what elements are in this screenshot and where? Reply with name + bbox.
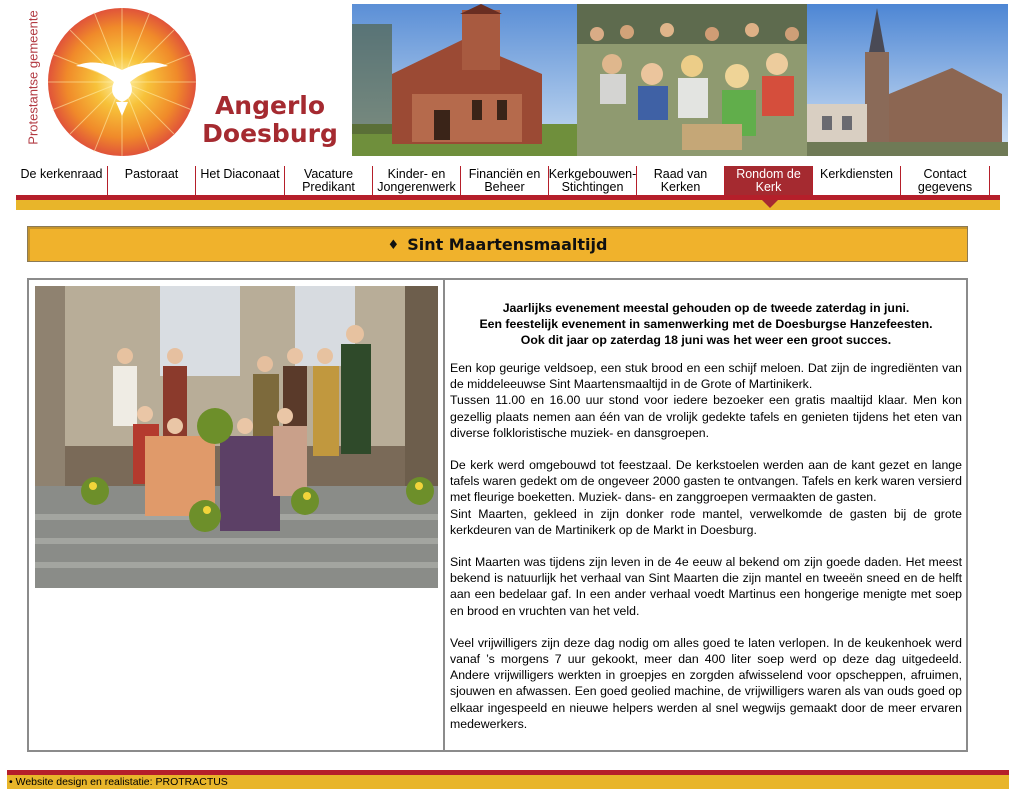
intro-line: Ook dit jaar op zaterdag 18 juni was het weer een groot succes. (520, 333, 892, 347)
content-panel (27, 278, 968, 752)
logo-tagline: Protestantse gemeente (25, 10, 41, 145)
nav-label: Beheer (484, 179, 525, 194)
main-nav (16, 166, 1000, 212)
nav-label: Rondom de (736, 167, 801, 181)
nav-label: Kerk (755, 179, 782, 194)
nav-label: Kerken (660, 179, 701, 194)
nav-label: Predikant (302, 179, 355, 194)
nav-label: Kerkdiensten (820, 167, 893, 181)
nav-label: Kerkgebouwen- (548, 167, 637, 181)
nav-label: Stichtingen (561, 179, 624, 194)
logo-name[interactable] (200, 92, 340, 148)
nav-label: Jongerenwerk (377, 179, 456, 194)
article-intro (450, 300, 962, 348)
intro-line: Jaarlijks evenement meestal gehouden op de tweede zaterdag in juni. (502, 301, 910, 315)
nav-label: Het Diaconaat (200, 167, 280, 181)
article-paragraph: Veel vrijwilligers zijn deze dag nodig om alles goed te laten verlopen. In de keukenhoek werd vanaf ’s morgens 7 uur gekookt, meer dan 400 liter soep werd op deze dag uitgedeeld. Andere vrijwilligers werkten in groepjes en zorgden afwisselend voor opscheppen, afruimen, sjouwen en afwassen. Een goed geolied machine, de vrijwilligers waren als van ouds goed op elkaar ingespeeld en nieuwe helpers werden al snel wegwijs gemaakt door de meer ervaren medewerkers. (450, 635, 962, 731)
article-paragraph: Sint Maarten was tijdens zijn leven in de 4e eeuw al bekend om zijn goede daden. Het meest bekend is natuurlijk het verhaal van Sint Maarten die zijn mantel en tweeën sneed en de helft aan een bedelaar gaf. In een ander verhaal voedt Martinus een hongerige menigte met soep en brood en vruchten van het veld. (450, 555, 962, 618)
diamond-icon: ♦ (387, 238, 400, 253)
page-title (28, 227, 967, 264)
logo-side-text (18, 4, 41, 154)
header-banner-photo (352, 4, 1008, 156)
nav-label: Vacature (303, 167, 354, 181)
nav-item-kerkdiensten[interactable] (813, 166, 901, 195)
article-text (450, 300, 962, 748)
logo-name-line1: Angerlo (214, 91, 326, 120)
nav-label: Financiën en (468, 167, 541, 181)
nav-item-financien-beheer[interactable] (461, 166, 549, 195)
nav-label: gegevens (917, 179, 973, 194)
event-photo (35, 286, 438, 588)
article-paragraph: De kerk werd omgebouwd tot feestzaal. De kerkstoelen werden aan de kant gezet en lange tafels waren gedekt om de ongeveer 2000 gasten te ontvangen. Tafels en kerk waren versierd met fleurige boeketten. Muziek- dans- en zanggroepen vermaakten de gasten. Sint Maarten, gekleed in zijn donker rode mantel, verwelkomde de gasten bij de grote kerkdeuren van de Martinikerk op de Markt in Doesburg. (450, 458, 962, 537)
site-header (0, 0, 1020, 160)
nav-gold-bar (16, 200, 1000, 210)
nav-item-kerkenraad[interactable] (16, 166, 108, 195)
page-title-bar (27, 226, 968, 262)
nav-label: Pastoraat (124, 167, 179, 181)
nav-item-rondom-de-kerk[interactable] (725, 166, 813, 195)
nav-item-kinder-jongerenwerk[interactable] (373, 166, 461, 195)
nav-item-vacature-predikant[interactable] (285, 166, 373, 195)
footer-credit-link[interactable]: • Website design en realistatie: PROTRACTUS (9, 776, 228, 788)
intro-line: Een feestelijk evenement in samenwerking met de Doesburgse Hanzefeesten. (479, 317, 933, 331)
site-footer (7, 775, 1009, 789)
nav-label: Kinder- en (387, 167, 446, 181)
nav-label: De kerkenraad (20, 167, 103, 181)
logo-sun-dove-icon[interactable] (46, 6, 198, 158)
nav-label: Contact (923, 167, 967, 181)
article-paragraph: Een kop geurige veldsoep, een stuk brood en een schijf meloen. Dat zijn de ingrediënten van de middeleeuwse Sint Maartensmaaltijd in de Grote of Martinikerk. Tussen 11.00 en 16.00 uur stond voor iedere bezoeker een gratis maaltijd klaar. Men kon gezellig plaats nemen aan één van de vrolijk gedekte tafels en genieten tijdens het eten van diverse folkloristische muziek- en dansgroepen. (450, 361, 962, 440)
nav-item-kerkgebouwen-stichtingen[interactable] (549, 166, 637, 195)
nav-item-contact-gegevens[interactable] (901, 166, 990, 195)
active-indicator-arrow-icon (762, 200, 778, 208)
nav-item-raad-van-kerken[interactable] (637, 166, 725, 195)
nav-item-pastoraat[interactable] (108, 166, 196, 195)
nav-label: Raad van (653, 167, 708, 181)
logo-name-line2: Doesburg (202, 119, 338, 148)
page-title-text: Sint Maartensmaaltijd (407, 235, 608, 254)
nav-item-diaconaat[interactable] (196, 166, 285, 195)
column-divider (443, 280, 445, 750)
